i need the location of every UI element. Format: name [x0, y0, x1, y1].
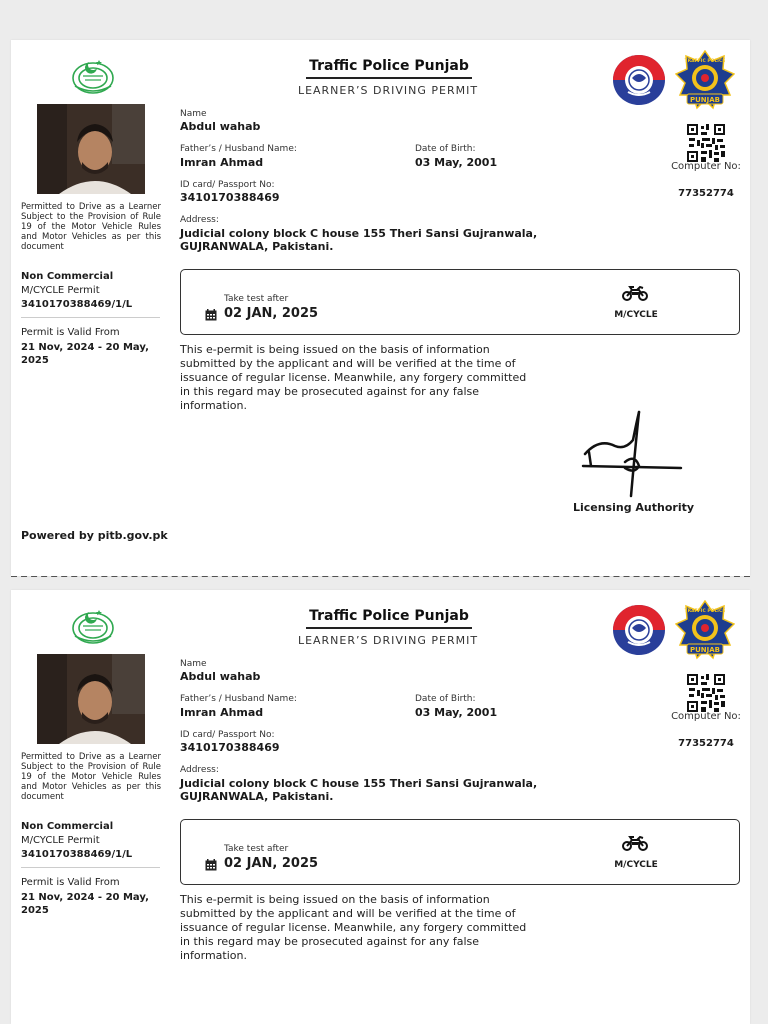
permit-category: Non Commercial	[21, 821, 114, 832]
provision-text: Permitted to Drive as a Learner Subject to the Provision of Rule 19 of the Motor Vehicle Rules and Motor Vehicles as per this document	[21, 202, 161, 252]
divider	[21, 317, 160, 318]
valid-label: Permit is Valid From	[21, 327, 120, 338]
punjab-police-emblem-icon	[612, 604, 666, 656]
computer-number: 77352774	[678, 738, 734, 749]
powered-by-link[interactable]: Powered by pitb.gov.pk	[21, 529, 168, 542]
motorcycle-icon	[621, 835, 649, 851]
qr-code-icon[interactable]	[687, 124, 725, 162]
permit-copy-1	[11, 40, 750, 576]
computer-no-label: Computer No:	[671, 161, 741, 172]
punjab-government-logo-icon	[67, 56, 119, 96]
id-label: ID card/ Passport No:	[180, 730, 275, 740]
title-underline	[306, 627, 472, 629]
name-label: Name	[180, 659, 207, 669]
id-number: 3410170388469	[180, 741, 280, 754]
permit-category: Non Commercial	[21, 271, 114, 282]
test-date: 02 JAN, 2025	[224, 856, 319, 871]
disclaimer-text: This e-permit is being issued on the basis of information submitted by the applicant and will be verified at the time of issuance of regular license. Meanwhile, any forgery committed in this regard may be prosecuted against for any false information.	[180, 343, 527, 412]
father-label: Father’s / Husband Name:	[180, 694, 297, 704]
qr-code-icon[interactable]	[687, 674, 725, 712]
father-label: Father’s / Husband Name:	[180, 144, 297, 154]
motorcycle-icon	[621, 285, 649, 301]
dob-label: Date of Birth:	[415, 694, 476, 704]
applicant-name: Abdul wahab	[180, 120, 261, 133]
signature-icon	[581, 410, 685, 500]
father-name: Imran Ahmad	[180, 706, 264, 719]
id-label: ID card/ Passport No:	[180, 180, 275, 190]
badge-arc-label: TRAFFIC POLICE	[684, 609, 726, 614]
test-info-box	[180, 269, 740, 335]
licensing-authority-label: Licensing Authority	[572, 501, 695, 514]
address: Judicial colony block C house 155 Theri Sansi Gujranwala, GUJRANWALA, Pakistani.	[180, 227, 538, 253]
badge-label: PUNJAB	[689, 96, 721, 104]
permit-title: Traffic Police Punjab	[309, 608, 469, 624]
disclaimer-text: This e-permit is being issued on the basis of information submitted by the applicant and will be verified at the time of issuance of regular license. Meanwhile, any forgery committed in this regard may be prosecuted against for any false information.	[180, 893, 527, 962]
punjab-government-logo-icon	[67, 606, 119, 646]
vehicle-type: M/CYCLE	[614, 860, 658, 870]
test-date: 02 JAN, 2025	[224, 306, 319, 321]
badge-arc-label: TRAFFIC POLICE	[684, 59, 726, 64]
test-label: Take test after	[224, 844, 289, 854]
address-label: Address:	[180, 765, 219, 775]
permit-copy-2	[11, 590, 750, 1024]
dob-label: Date of Birth:	[415, 144, 476, 154]
traffic-police-badge-icon	[675, 50, 735, 110]
permit-subtitle: LEARNER’S DRIVING PERMIT	[297, 634, 479, 647]
permit-type: M/CYCLE Permit	[21, 835, 100, 846]
father-name: Imran Ahmad	[180, 156, 264, 169]
applicant-photo	[37, 654, 145, 744]
applicant-name: Abdul wahab	[180, 670, 261, 683]
date-of-birth: 03 May, 2001	[415, 706, 498, 719]
address-label: Address:	[180, 215, 219, 225]
license-number: 3410170388469/1/L	[21, 299, 133, 310]
vehicle-type: M/CYCLE	[614, 310, 658, 320]
permit-type: M/CYCLE Permit	[21, 285, 100, 296]
valid-range: 21 Nov, 2024 - 20 May, 2025	[21, 892, 149, 916]
applicant-photo	[37, 104, 145, 194]
provision-text: Permitted to Drive as a Learner Subject to the Provision of Rule 19 of the Motor Vehicle Rules and Motor Vehicles as per this document	[21, 752, 161, 802]
punjab-police-emblem-icon	[612, 54, 666, 106]
computer-no-label: Computer No:	[671, 711, 741, 722]
license-number: 3410170388469/1/L	[21, 849, 133, 860]
calendar-icon	[205, 859, 217, 871]
permit-subtitle: LEARNER’S DRIVING PERMIT	[297, 84, 479, 97]
computer-number: 77352774	[678, 188, 734, 199]
title-underline	[306, 77, 472, 79]
badge-label: PUNJAB	[689, 646, 721, 654]
valid-range: 21 Nov, 2024 - 20 May, 2025	[21, 342, 149, 366]
traffic-police-badge-icon	[675, 600, 735, 660]
date-of-birth: 03 May, 2001	[415, 156, 498, 169]
divider	[21, 867, 160, 868]
test-info-box	[180, 819, 740, 885]
id-number: 3410170388469	[180, 191, 280, 204]
address: Judicial colony block C house 155 Theri Sansi Gujranwala, GUJRANWALA, Pakistani.	[180, 777, 538, 803]
permit-title: Traffic Police Punjab	[309, 58, 469, 74]
valid-label: Permit is Valid From	[21, 877, 120, 888]
test-label: Take test after	[224, 294, 289, 304]
name-label: Name	[180, 109, 207, 119]
calendar-icon	[205, 309, 217, 321]
